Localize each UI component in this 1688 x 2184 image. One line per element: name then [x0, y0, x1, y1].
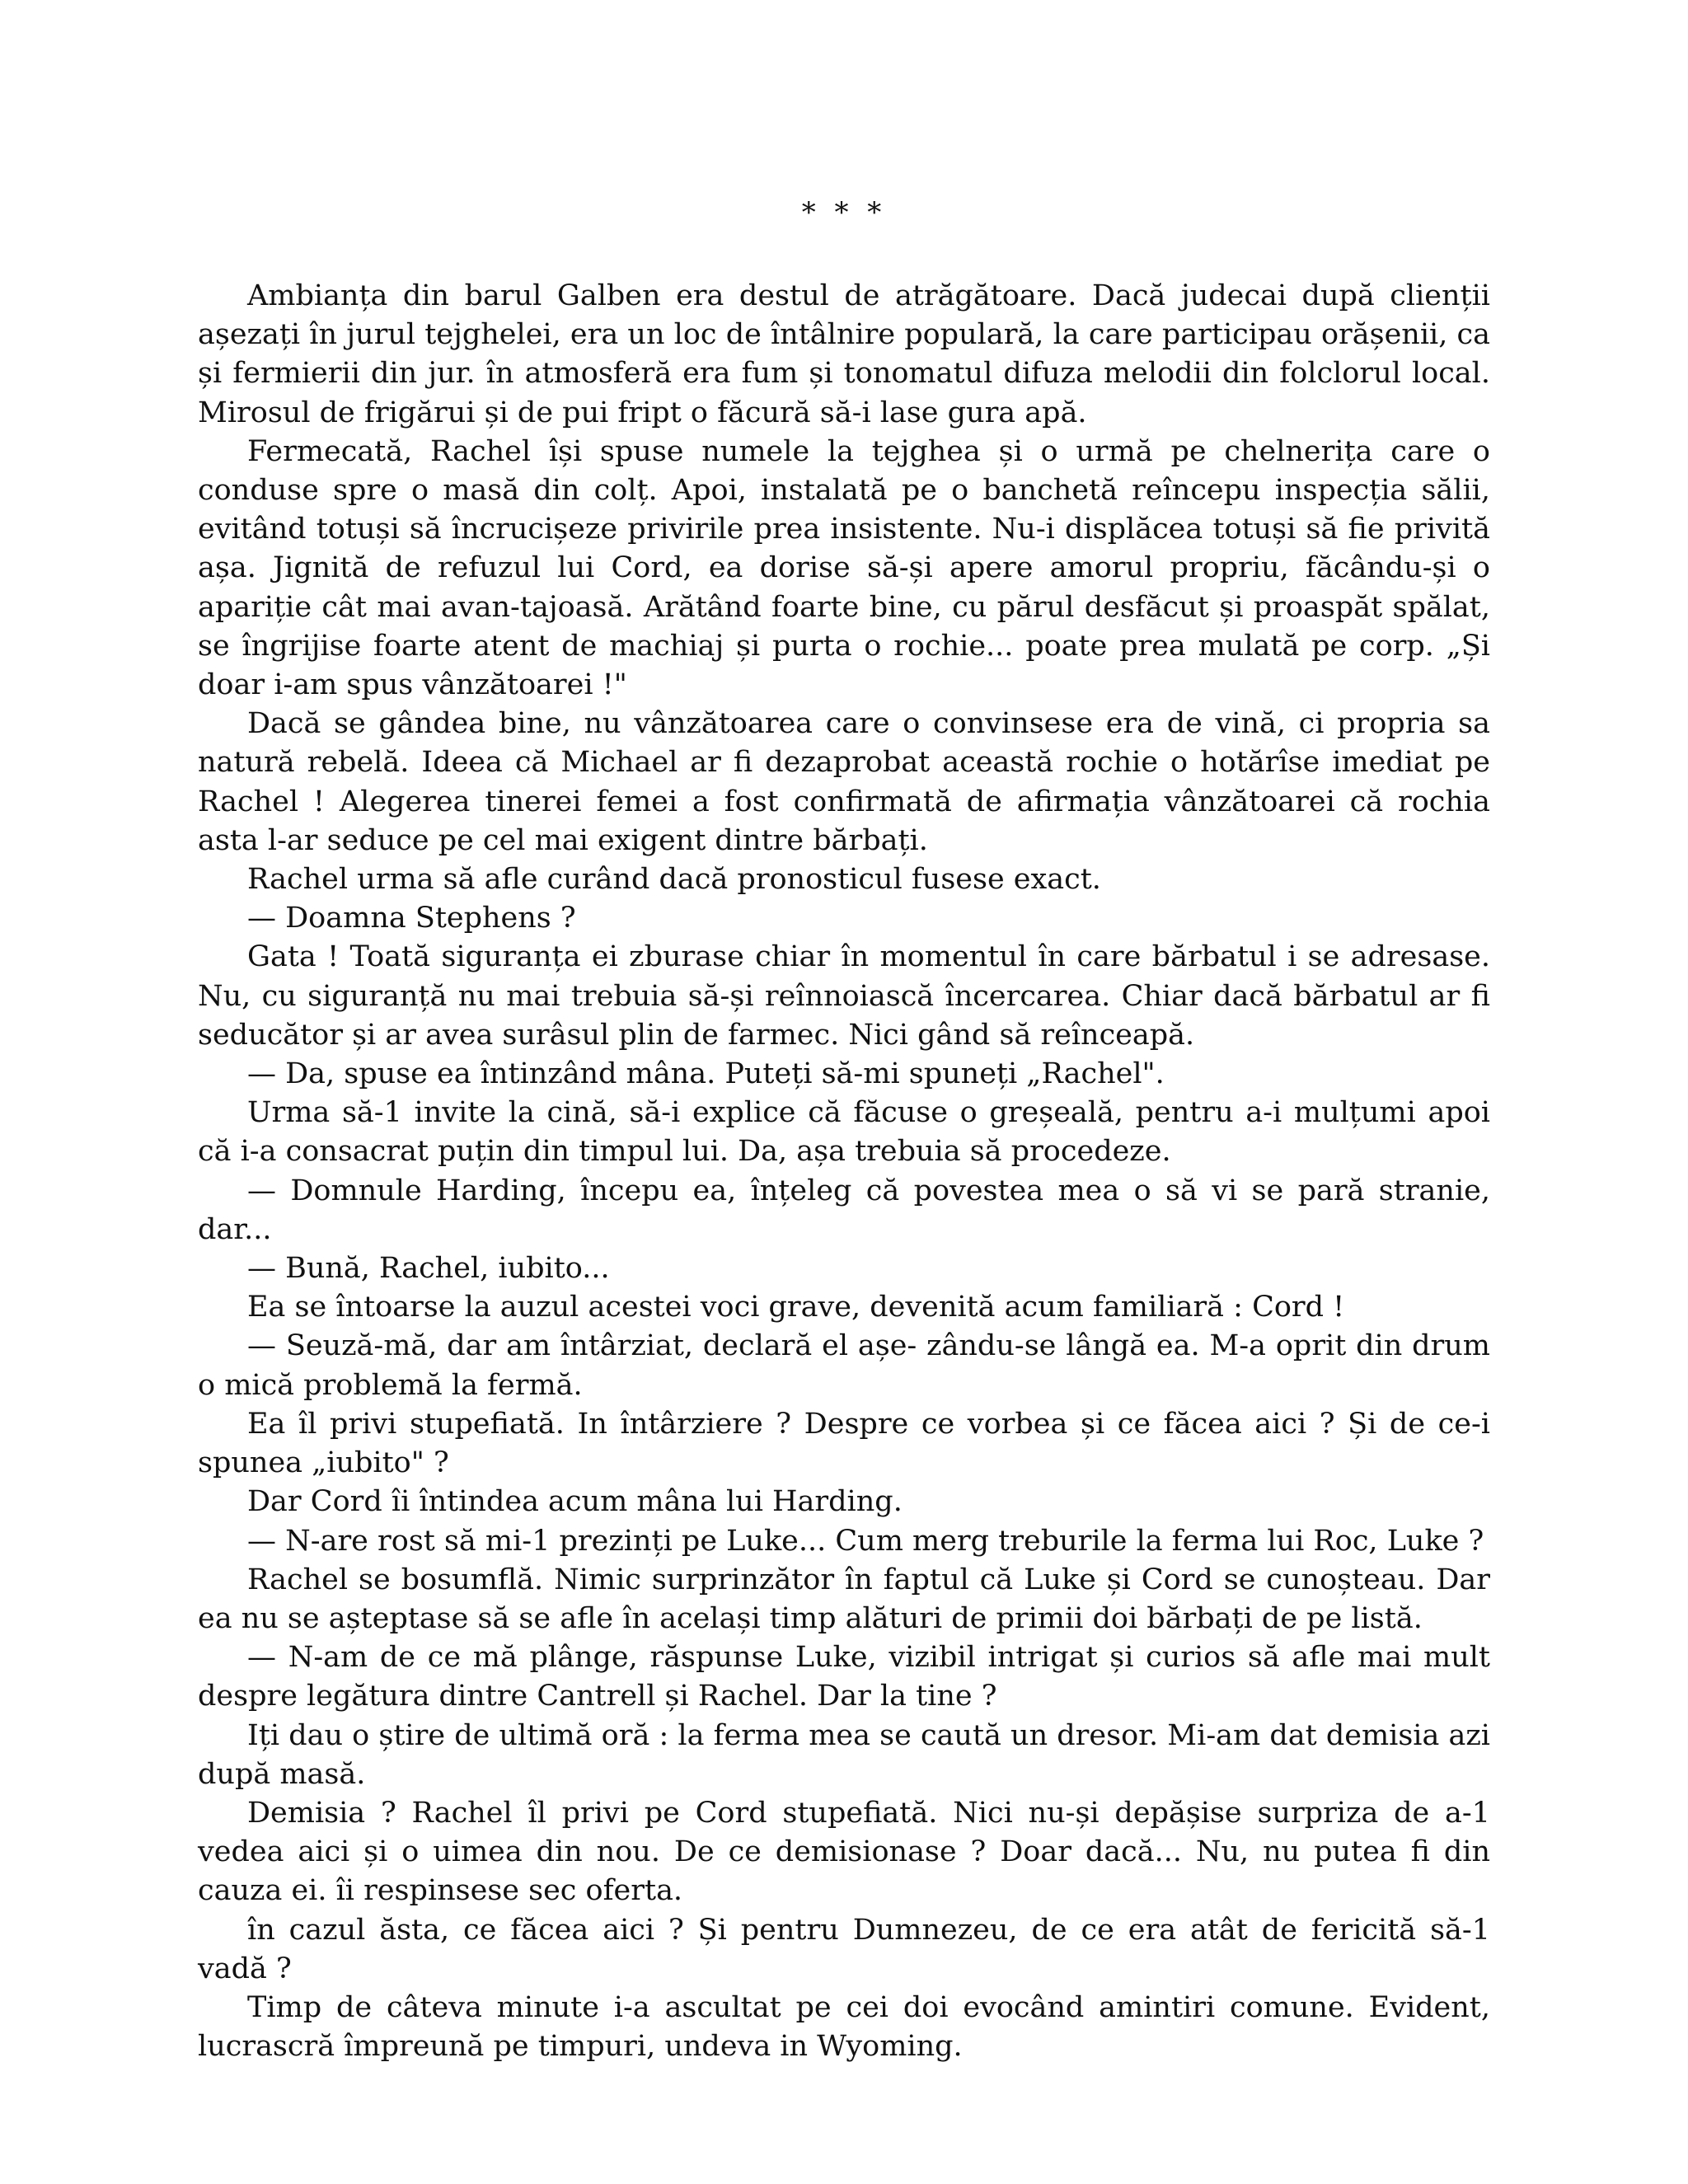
paragraph: Fermecată, Rachel își spuse numele la tejghea și o urmă pe chelnerița care o conduse spre o masă din colț. Apoi, instalată pe o banchetă reîncepu inspecția sălii, evitând totuși să încrucișeze privirile prea insistente. Nu-i displăcea totuși să fie privită așa. Jignită de refuzul lui Cord, ea dorise să-și apere amorul propriu, făcându-și o apariție cât mai avan-tajoasă. Arătând foarte bine, cu părul desfăcut și proaspăt spălat, se îngrijise foarte atent de machiaj și purta o rochie... poate prea mulată pe corp. „Și doar i-am spus vânzătoarei !" — [198, 434, 1490, 702]
dialogue-line: — Da, spuse ea întinzând mâna. Puteți să-mi spuneți „Rachel". — [247, 1057, 1165, 1091]
dialogue-line: — Doamna Stephens ? — [247, 902, 576, 935]
paragraph: Rachel urma să afle curând dacă pronosticul fusese exact. — [247, 863, 1101, 897]
paragraph: Urma să-1 invite la cină, să-i explice că făcuse o greșeală, pentru a-i mulțumi apoi că i-a consacrat puțin din timpul lui. Da, așa trebuia să procedeze. — [198, 1096, 1490, 1169]
paragraph: Iți dau o știre de ultimă oră : la ferma mea se caută un dresor. Mi-am dat demisia azi după masă. — [198, 1718, 1490, 1791]
dialogue-line: — Bună, Rachel, iubito... — [247, 1252, 610, 1286]
paragraph: Rachel se bosumflă. Nimic surprinzător în faptul că Luke și Cord se cunoșteau. Dar ea nu se așteptase să se afle în același timp alături de primii doi bărbați de pe listă. — [198, 1563, 1490, 1635]
dialogue-line: — N-are rost să mi-1 prezinți pe Luke... Cum merg treburile la ferma lui Roc, Luke ? — [247, 1524, 1484, 1558]
paragraph: Demisia ? Rachel îl privi pe Cord stupefiată. Nici nu-și depășise surpriza de a-1 vedea aici și o uimea din nou. De ce demisionase ? Doar dacă... Nu, nu putea fi din cauza ei. îi respinsese sec oferta. — [198, 1796, 1490, 1908]
dialogue-line: — Domnule Harding, începu ea, înțeleg că povestea mea o să vi se pară stranie, dar... — [198, 1174, 1490, 1246]
scene-separator: * * * — [801, 196, 887, 229]
book-page — [198, 0, 1490, 2184]
dialogue-line: — N-am de ce mă plânge, răspunse Luke, vizibil intrigat și curios să afle mai mult despre legătura dintre Cantrell și Rachel. Dar la tine ? — [198, 1641, 1490, 1713]
paragraph: Dar Cord îi întindea acum mâna lui Harding. — [247, 1485, 903, 1519]
paragraph: Gata ! Toată siguranța ei zburase chiar în momentul în care bărbatul i se adresase. Nu, cu siguranță nu mai trebuia să-și reînnoiască încercarea. Chiar dacă bărbatul ar fi seducător și ar avea surâsul plin de farmec. Nici gând să reînceapă. — [198, 940, 1490, 1052]
paragraph: Timp de câteva minute i-a ascultat pe cei doi evocând amintiri comune. Evident, lucrascră împreună pe timpuri, undeva in Wyoming. — [198, 1990, 1490, 2064]
dialogue-line: — Seuză-mă, dar am întârziat, declară el așe- zându-se lângă ea. M-a oprit din drum o mică problemă la fermă. — [198, 1329, 1490, 1402]
paragraph: Ea se întoarse la auzul acestei voci grave, devenită acum familiară : Cord ! — [247, 1291, 1345, 1324]
paragraph: Ea îl privi stupefiată. In întârziere ? Despre ce vorbea și ce făcea aici ? Și de ce-i spunea „iubito" ? — [198, 1407, 1490, 1480]
paragraph: în cazul ăsta, ce făcea aici ? Și pentru Dumnezeu, de ce era atât de fericită să-1 vadă ? — [198, 1913, 1490, 1985]
page-body — [198, 277, 1490, 2066]
paragraph: Dacă se gândea bine, nu vânzătoarea care o convinsese era de vină, ci propria sa natură rebelă. Ideea că Michael ar fi dezaprobat această rochie o hotărîse imediat pe Rachel ! Alegerea tinerei femei a fost confirmată de afirmația vânzătoarei că rochia asta l-ar seduce pe cel mai exigent dintre bărbați. — [198, 707, 1490, 857]
paragraph: Ambianța din barul Galben era destul de atrăgătoare. Dacă judecai după clienții așezați în jurul tejghelei, era un loc de întâlnire populară, la care participau orășenii, ca și fermierii din jur. în atmosferă era fum și tonomatul difuza melodii din folclorul local. Mirosul de frigărui și de pui fript o făcură să-i lase gura apă. — [198, 279, 1490, 429]
